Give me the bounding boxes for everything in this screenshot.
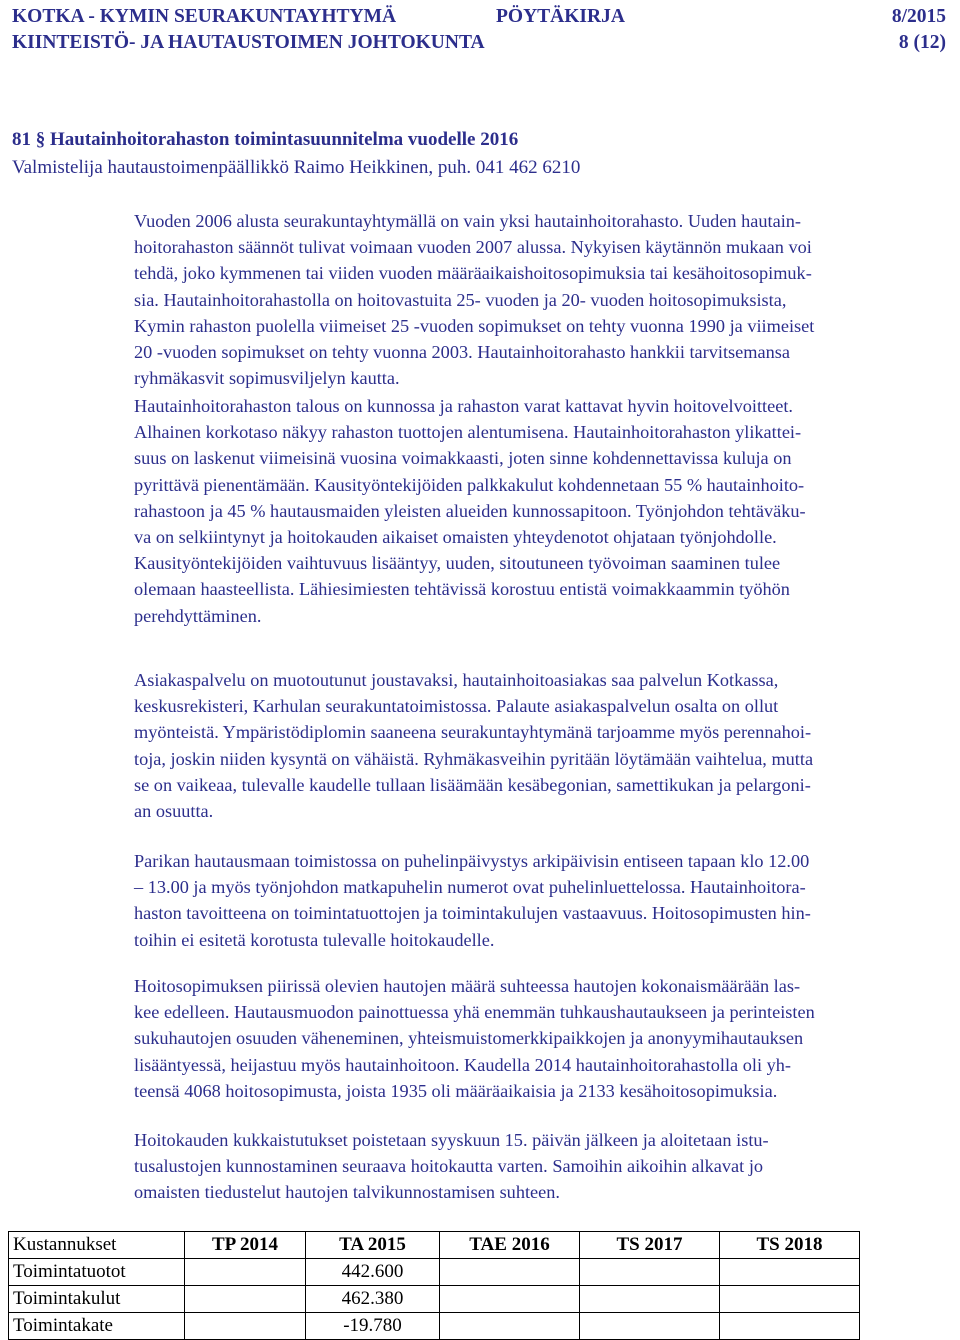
text-line: perehdyttäminen. [134, 605, 262, 626]
text-line: va on selkiintynyt ja hoitokauden aikaiset omaisten yhteydenotot ohjataan työnjohdolle. [134, 527, 777, 548]
row-label: Toimintakulut [9, 1286, 185, 1313]
section-number: 81 [12, 129, 31, 150]
preparer-line: Valmistelija hautaustoimenpäällikkö Raimo Heikkinen, puh. 041 462 6210 [12, 157, 581, 178]
table-header-row [9, 1232, 860, 1259]
text-line: olemaan haasteellista. Lähiesimiesten tehtävissä korostuu entistä voimakkaammin työhön [134, 579, 790, 600]
table-cell: 462.380 [306, 1286, 440, 1313]
text-line: omaisten tiedustelut hautojen talvikunnostamisen suhteen. [134, 1182, 560, 1203]
text-line: Kausityöntekijöiden vaihtuvuus lisääntyy, uuden, sitoutuneen työvoiman saaminen tulee [134, 553, 781, 574]
table-row [9, 1259, 860, 1286]
table-cell [720, 1286, 860, 1313]
table-cell [720, 1313, 860, 1340]
text-line: – 13.00 ja myös työnjohdon matkapuhelin numerot ovat puhelinluettelossa. Hautainhoitora- [134, 877, 806, 898]
text-line: haston tavoitteena on toimintatuottojen ja toimintakulujen vastaavuus. Hoitosopimusten hin- [134, 903, 811, 924]
column-header: TS 2017 [580, 1232, 720, 1259]
table-cell [580, 1313, 720, 1340]
text-line: suus on laskenut viimeisinä vuosina voimakkaasti, joten sinne kohdennettavissa kuluja on [134, 448, 792, 469]
table-cell [580, 1286, 720, 1313]
text-line: sukuhautojen osuuden väheneminen, yhteismuistomerkkipaikkojen ja anonyymihautauksen [134, 1028, 804, 1049]
column-header: TP 2014 [185, 1232, 306, 1259]
column-header: TS 2018 [720, 1232, 860, 1259]
paragraph-fund-history [134, 208, 958, 391]
paragraph-contracts [134, 973, 958, 1104]
paragraph-season-end [134, 1127, 958, 1206]
column-header: TA 2015 [306, 1232, 440, 1259]
table-cell [185, 1286, 306, 1313]
text-line: Asiakaspalvelu on muotoutunut joustavaksi, hautainhoitoasiakas saa palvelun Kotkassa, [134, 670, 779, 690]
paragraph-phone-service [134, 848, 958, 953]
board-name: KIINTEISTÖ- JA HAUTAUSTOIMEN JOHTOKUNTA [12, 32, 485, 53]
text-line: toja, joskin niiden kysyntä on vähäistä. Ryhmäkasveihin pyritään löytämään vaihtelua, mutta [134, 748, 814, 769]
paragraph-customer-service [134, 667, 958, 824]
text-line: Alhainen korkotaso näkyy rahaston tuottojen alentumisena. Hautainhoitorahaston ylikattei- [134, 422, 802, 443]
table-cell: 442.600 [306, 1259, 440, 1286]
text-line: toihin ei esitetä korotusta tulevalle hoitokaudelle. [134, 929, 495, 950]
text-line: sia. Hautainhoitorahastolla on hoitovastuita 25- vuoden ja 20- vuoden hoitosopimuksista, [134, 289, 787, 310]
table-cell [185, 1259, 306, 1286]
text-line: tusalustojen kunnostaminen seuraava hoitokautta varten. Samoihin aikoihin alkavat jo [134, 1156, 764, 1177]
text-line: an osuutta. [134, 801, 214, 822]
table-cell [440, 1259, 580, 1286]
column-header: Kustannukset [9, 1232, 185, 1259]
text-line: rahastoon ja 45 % hautausmaiden yleisten alueiden kunnossapitoon. Työnjohdon tehtäväku- [134, 500, 806, 521]
document-header [12, 4, 946, 56]
text-line: Vuoden 2006 alusta seurakuntayhtymällä on vain yksi hautainhoitorahasto. Uuden hautain- [134, 211, 802, 231]
organization-name: KOTKA - KYMIN SEURAKUNTAYHTYMÄ [12, 6, 397, 27]
cost-table [8, 1231, 860, 1340]
row-label: Toimintakate [9, 1313, 185, 1340]
column-header: TAE 2016 [440, 1232, 580, 1259]
table-cell: -19.780 [306, 1313, 440, 1340]
text-line: Kymin rahaston puolella viimeiset 25 -vuoden sopimukset on tehty vuonna 1990 ja viimeiset [134, 315, 815, 336]
text-line: myönteistä. Ympäristödiplomin saaneena seurakuntayhtymänä tarjoamme myös perennahoi- [134, 722, 812, 743]
table-cell [440, 1286, 580, 1313]
text-line: Parikan hautausmaan toimistossa on puhelinpäivystys arkipäivisin entiseen tapaan klo 12.00 [134, 851, 810, 871]
table-cell [580, 1259, 720, 1286]
text-line: se on vaikeaa, tulevalle kaudelle tullaan lisäämään kesäbegonian, samettikukan ja pelargoni- [134, 774, 811, 795]
row-label: Toimintatuotot [9, 1259, 185, 1286]
text-line: teensä 4068 hoitosopimusta, joista 1935 oli määräaikaisia ja 2133 kesähoitosopimuksia. [134, 1080, 778, 1101]
text-line: hoitorahaston säännöt tulivat voimaan vuoden 2007 alussa. Nykyisen käytännön mukaan voi [134, 237, 812, 258]
text-line: ryhmäkasvit sopimusviljelyn kautta. [134, 368, 400, 389]
table-cell [440, 1313, 580, 1340]
text-line: Hoitokauden kukkaistutukset poistetaan syyskuun 15. päivän jälkeen ja aloitetaan istu- [134, 1130, 769, 1150]
text-line: Hoitosopimuksen piirissä olevien hautojen määrä suhteessa hautojen kokonaismäärään las- [134, 976, 801, 996]
paragraph-finances [134, 393, 958, 629]
section-sign: § [35, 129, 46, 150]
text-line: kee edelleen. Hautausmuodon painottuessa yhä enemmän tuhkaushautaukseen ja perinteisten [134, 1002, 815, 1023]
text-line: lisääntyessä, heijastuu myös hautainhoitoon. Kaudella 2014 hautainhoitorahastolla oli yh- [134, 1054, 791, 1075]
text-line: pyrittävä pienentämään. Kausityöntekijöiden palkkakulut kohdennetaan 55 % hautainhoito- [134, 474, 805, 495]
table-row [9, 1286, 860, 1313]
text-line: 20 -vuoden sopimukset on tehty vuonna 2003. Hautainhoitorahasto hankkii tarvitsemansa [134, 342, 790, 363]
document-type: PÖYTÄKIRJA [496, 6, 625, 27]
text-line: keskusrekisteri, Karhulan seurakuntatoimistossa. Palaute asiakaspalvelun osalta on ollut [134, 696, 779, 717]
document-number: 8/2015 [891, 6, 946, 27]
section-title: Hautainhoitorahaston toimintasuunnitelma vuodelle 2016 [50, 129, 519, 150]
text-line: Hautainhoitorahaston talous on kunnossa ja rahaston varat kattavat hyvin hoitovelvoitteet. [134, 396, 793, 416]
page-number: 8 (12) [898, 32, 946, 53]
table-cell [185, 1313, 306, 1340]
table-cell [720, 1259, 860, 1286]
table-row [9, 1313, 860, 1340]
text-line: tehdä, joko kymmenen tai viiden vuoden määräaikaishoitosopimuksia tai kesähoitosopimuk- [134, 263, 812, 284]
section-heading [12, 128, 518, 152]
